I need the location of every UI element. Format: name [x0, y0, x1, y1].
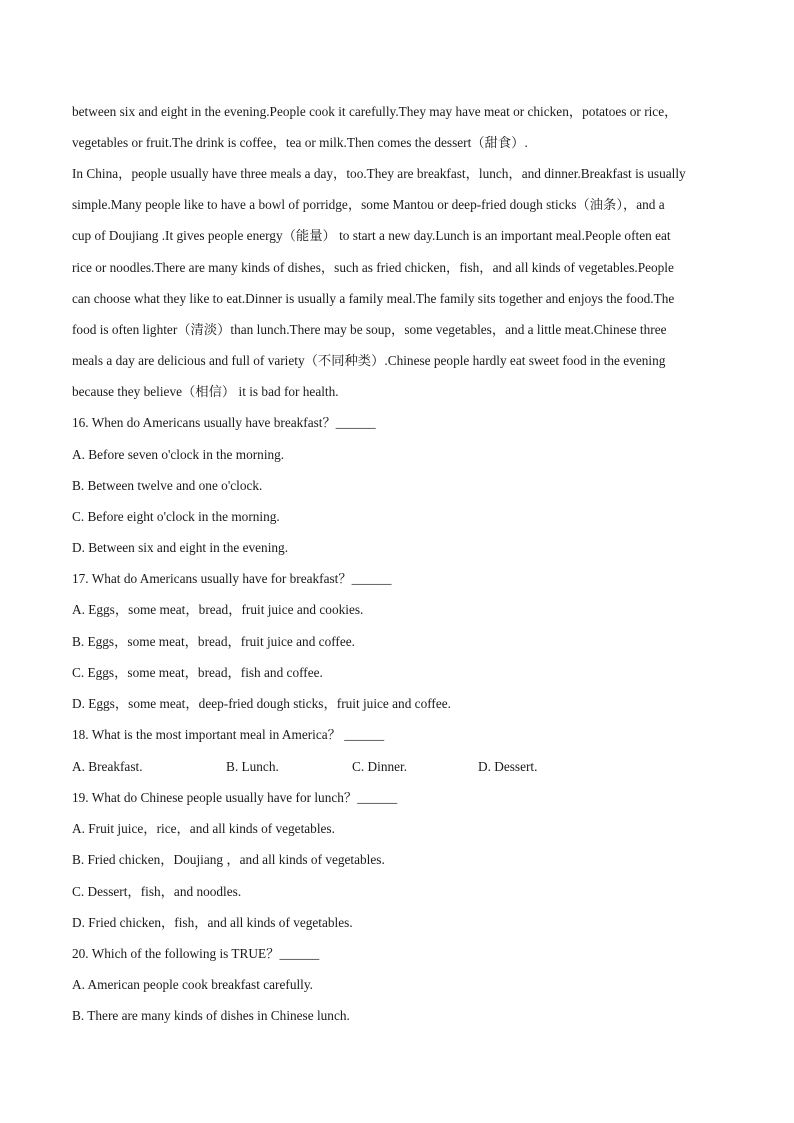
option-a: A. American people cook breakfast carefully. — [72, 977, 313, 992]
option-a: A. Breakfast. — [72, 759, 143, 774]
question-text: 18. What is the most important meal in America？ ______ — [72, 727, 385, 742]
option-a: A. Fruit juice，rice，and all kinds of vegetables. — [72, 821, 335, 836]
option-b: B. Lunch. — [226, 759, 279, 774]
question-text: 20. Which of the following is TRUE？______ — [72, 946, 320, 961]
passage-line: rice or noodles.There are many kinds of dishes，such as fried chicken，fish，and all kinds of vegetables.People — [72, 260, 674, 275]
option-d: D. Dessert. — [478, 759, 538, 774]
option-d: D. Eggs，some meat，deep-fried dough sticks，fruit juice and coffee. — [72, 696, 451, 711]
passage-line: food is often lighter（清淡）than lunch.There may be soup，some vegetables，and a little meat.Chinese three — [72, 322, 667, 337]
option-d: D. Between six and eight in the evening. — [72, 540, 289, 555]
passage-line: In China，people usually have three meals a day，too.They are breakfast，lunch，and dinner.Breakfast is usually — [72, 166, 686, 181]
option-b: B. There are many kinds of dishes in Chinese lunch. — [72, 1008, 350, 1023]
option-b: B. Between twelve and one o'clock. — [72, 478, 263, 493]
passage-line: can choose what they like to eat.Dinner is usually a family meal.The family sits together and enjoys the food.The — [72, 291, 675, 306]
passage-line: cup of Doujiang .It gives people energy（能量） to start a new day.Lunch is an important meal.People often eat — [72, 228, 671, 243]
option-b: B. Eggs，some meat，bread，fruit juice and coffee. — [72, 634, 355, 649]
question-text: 16. When do Americans usually have breakfast？______ — [72, 415, 376, 430]
passage-line: between six and eight in the evening.People cook it carefully.They may have meat or chicken，potatoes or rice， — [72, 104, 678, 119]
question-text: 19. What do Chinese people usually have for lunch？______ — [72, 790, 398, 805]
option-c: C. Eggs，some meat，bread，fish and coffee. — [72, 665, 323, 680]
passage-line: simple.Many people like to have a bowl of porridge，some Mantou or deep-fried dough sticks（油条），and a — [72, 197, 665, 212]
question-text: 17. What do Americans usually have for breakfast？______ — [72, 571, 392, 586]
option-c: C. Before eight o'clock in the morning. — [72, 509, 280, 524]
option-c: C. Dessert，fish，and noodles. — [72, 884, 242, 899]
option-d: D. Fried chicken，fish，and all kinds of vegetables. — [72, 915, 353, 930]
option-a: A. Eggs，some meat，bread，fruit juice and cookies. — [72, 602, 364, 617]
option-a: A. Before seven o'clock in the morning. — [72, 447, 285, 462]
passage-line: vegetables or fruit.The drink is coffee，tea or milk.Then comes the dessert（甜食）. — [72, 135, 528, 150]
option-b: B. Fried chicken，Doujiang ，and all kinds of vegetables. — [72, 852, 385, 867]
passage-line: because they believe（相信） it is bad for health. — [72, 384, 339, 399]
option-c: C. Dinner. — [352, 759, 408, 774]
passage-line: meals a day are delicious and full of variety（不同种类）.Chinese people hardly eat sweet food in the evening — [72, 353, 666, 368]
